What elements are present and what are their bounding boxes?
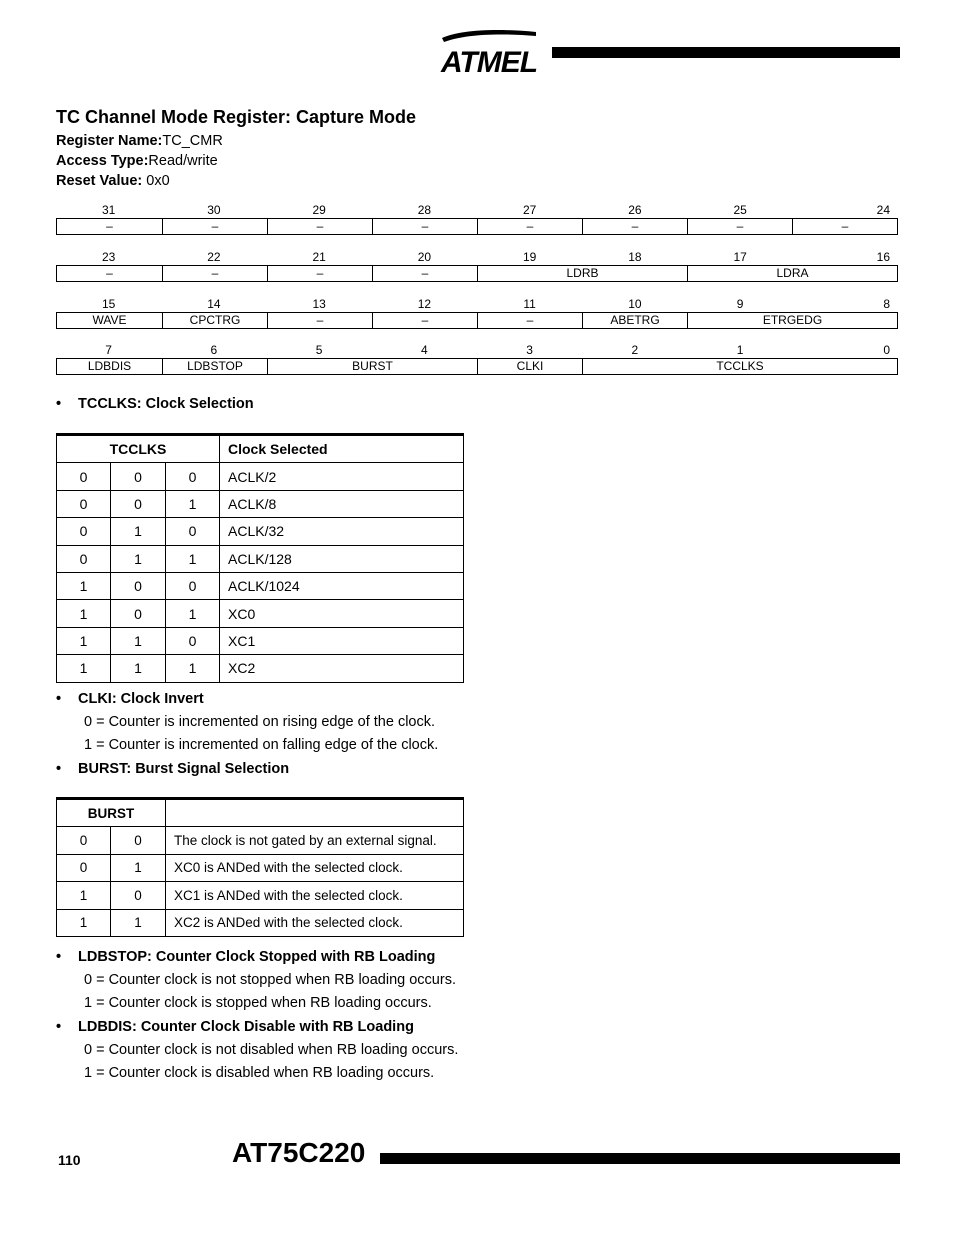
table-row: 0 1 1 ACLK/128 — [57, 545, 464, 572]
bit-number: 9 — [736, 297, 744, 311]
register-row-31-24 — [56, 202, 898, 235]
svg-text:ATMEL: ATMEL — [440, 46, 538, 78]
bit-field: – — [477, 313, 582, 328]
bit-number: 12 — [417, 297, 432, 311]
bit-number: 29 — [312, 203, 326, 217]
product-name: AT75C220 — [232, 1137, 366, 1168]
table-header — [166, 799, 464, 827]
table-row: 1 0 1 XC0 — [57, 600, 464, 627]
table-row: 1 0 0 ACLK/1024 — [57, 572, 464, 599]
bit-field: – — [267, 266, 372, 281]
bit-field-clki: CLKI — [477, 359, 582, 374]
bit-number: 6 — [210, 343, 218, 357]
bit-field-wave: WAVE — [92, 313, 127, 327]
clki-heading: • CLKI: Clock Invert — [56, 691, 204, 707]
ldbdis-heading: • LDBDIS: Counter Clock Disable with RB Loading — [56, 1019, 414, 1035]
bit-number: 5 — [315, 343, 323, 357]
bit-number: 25 — [733, 203, 747, 217]
bit-number: 22 — [207, 250, 221, 264]
bit-number: 21 — [312, 250, 326, 264]
bit-field-ldrb: LDRB — [477, 266, 687, 281]
ldbstop-description-0: 0 = Counter clock is not stopped when RB loading occurs. — [84, 972, 456, 988]
bit-number: 16 — [876, 250, 890, 264]
bit-field: – — [106, 266, 113, 280]
bit-number: 3 — [526, 343, 533, 357]
bit-number: 26 — [628, 203, 642, 217]
bit-number: 1 — [736, 343, 744, 357]
table-row: 1 1 1 XC2 — [57, 655, 464, 682]
bit-field-ldbstop: LDBSTOP — [162, 359, 267, 374]
table-row: 0 0 1 ACLK/8 — [57, 490, 464, 517]
bit-field: – — [687, 219, 792, 234]
bit-number: 24 — [876, 203, 890, 217]
bit-field: – — [106, 219, 113, 233]
table-header: Clock Selected — [220, 435, 464, 463]
ldbstop-heading: • LDBSTOP: Counter Clock Stopped with RB Loading — [56, 949, 436, 965]
bit-field: – — [162, 219, 267, 234]
bit-number: 31 — [101, 203, 116, 217]
table-header: BURST — [57, 799, 166, 827]
table-row: 0 1 0 ACLK/32 — [57, 518, 464, 545]
bit-number: 18 — [628, 250, 642, 264]
register-row-15-8 — [56, 296, 898, 329]
bit-number: 8 — [883, 297, 890, 311]
bit-field: – — [267, 219, 372, 234]
page-title: TC Channel Mode Register: Capture Mode — [56, 107, 417, 127]
ldbdis-description-0: 0 = Counter clock is not disabled when RB loading occurs. — [84, 1042, 459, 1058]
bit-field: – — [372, 313, 477, 328]
bit-field: – — [267, 313, 372, 328]
bit-number: 4 — [421, 343, 428, 357]
bit-number: 28 — [417, 203, 432, 217]
ldbdis-description-1: 1 = Counter clock is disabled when RB loading occurs. — [84, 1065, 435, 1081]
table-row: 1 1 XC2 is ANDed with the selected clock. — [57, 909, 464, 936]
bit-field: – — [162, 266, 267, 281]
bit-field: – — [372, 219, 477, 234]
register-row-23-16 — [56, 249, 898, 282]
bit-field: – — [792, 219, 897, 234]
table-row: 1 0 XC1 is ANDed with the selected clock. — [57, 882, 464, 909]
header-rule — [552, 47, 900, 58]
bit-field-abetrg: ABETRG — [582, 313, 687, 328]
bit-number: 20 — [417, 250, 432, 264]
page-number: 110 — [58, 1152, 81, 1168]
tcclks-heading: • TCCLKS: Clock Selection — [56, 396, 254, 412]
register-name: Register Name:TC_CMR — [56, 133, 223, 149]
table-row: 0 1 XC0 is ANDed with the selected clock. — [57, 854, 464, 881]
reset-value: Reset Value: 0x0 — [56, 173, 170, 189]
burst-heading: • BURST: Burst Signal Selection — [56, 761, 290, 777]
burst-table — [56, 797, 464, 937]
table-row: 0 0 The clock is not gated by an external signal. — [57, 827, 464, 854]
bit-number: 14 — [207, 297, 221, 311]
bit-number: 15 — [101, 297, 116, 311]
bit-field-tcclks: TCCLKS — [582, 359, 897, 374]
bit-number: 19 — [522, 250, 537, 264]
bit-number: 10 — [628, 297, 642, 311]
bit-field: – — [582, 219, 687, 234]
bit-field-cpctrg: CPCTRG — [162, 313, 267, 328]
tcclks-table — [56, 433, 464, 683]
ldbstop-description-1: 1 = Counter clock is stopped when RB loading occurs. — [84, 995, 432, 1011]
clki-description-0: 0 = Counter is incremented on rising edge of the clock. — [84, 714, 436, 730]
bit-field-burst: BURST — [267, 359, 477, 374]
bit-number: 13 — [312, 297, 326, 311]
bit-number: 23 — [101, 250, 116, 264]
table-header: TCCLKS — [57, 435, 220, 463]
bit-number: 30 — [207, 203, 221, 217]
clki-description-1: 1 = Counter is incremented on falling edge of the clock. — [84, 737, 439, 753]
bit-field-ldbdis: LDBDIS — [87, 359, 132, 373]
bit-number: 11 — [523, 297, 536, 311]
access-type: Access Type:Read/write — [56, 153, 218, 169]
bit-number: 0 — [883, 343, 890, 357]
bit-number: 7 — [105, 343, 112, 357]
bit-field-etrgedg: ETRGEDG — [687, 313, 897, 328]
footer-rule — [380, 1153, 900, 1164]
register-row-7-0 — [56, 342, 898, 375]
bit-number: 2 — [631, 343, 639, 357]
atmel-logo — [440, 28, 538, 78]
table-row: 0 0 0 ACLK/2 — [57, 463, 464, 490]
bit-number: 17 — [733, 250, 747, 264]
bit-number: 27 — [522, 203, 537, 217]
bit-field: – — [372, 266, 477, 281]
bit-field-ldra: LDRA — [687, 266, 897, 281]
bit-field: – — [477, 219, 582, 234]
table-row: 1 1 0 XC1 — [57, 627, 464, 654]
